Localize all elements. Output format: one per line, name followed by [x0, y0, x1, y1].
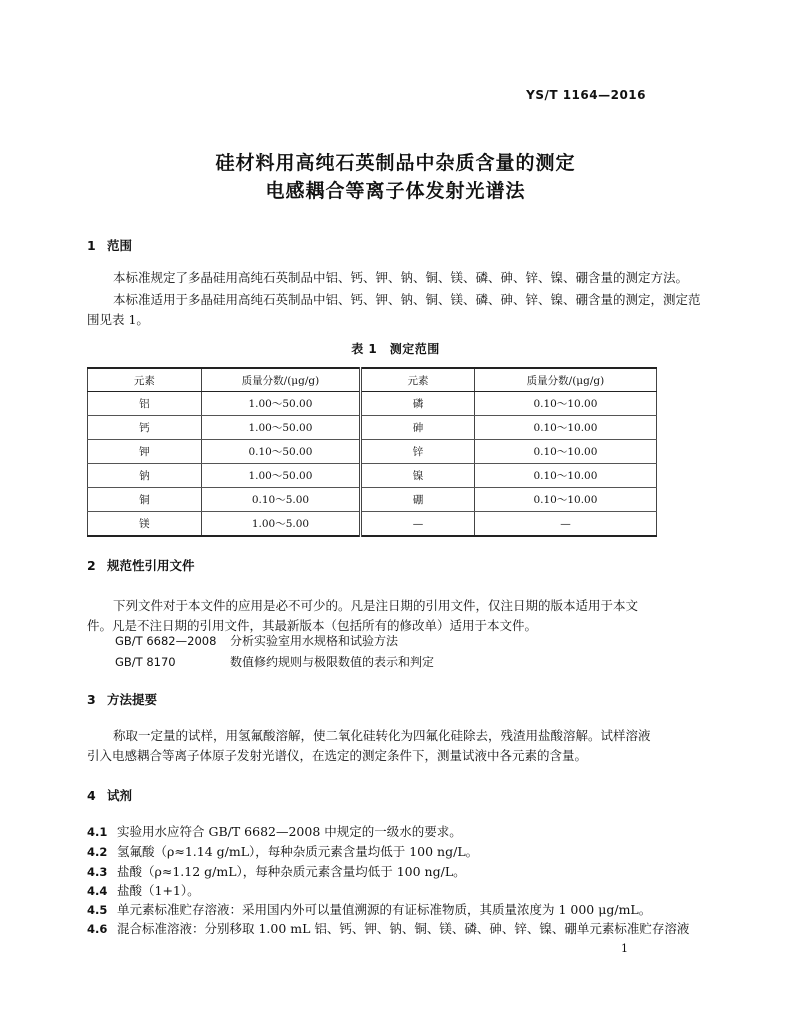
- reagent-item: [87, 900, 651, 918]
- header-mass-fraction: 质量分数/(μg/g): [201, 368, 360, 392]
- item-number: 4.5: [87, 903, 108, 917]
- table-cell: 0.10～10.00: [474, 416, 656, 440]
- item-text: 氢氟酸（ρ≈1.14 g/mL），每种杂质元素含量均低于 100 ng/L。: [117, 844, 479, 859]
- table-row: [88, 488, 657, 512]
- table-1-caption: 表 1 测定范围: [351, 342, 440, 356]
- section-number: 1: [87, 238, 96, 253]
- table-cell: —: [361, 512, 475, 537]
- section-title: 方法提要: [107, 692, 158, 707]
- reagent-item: [87, 862, 466, 880]
- measurement-range-table: [87, 367, 657, 537]
- reference-code: GB/T 8170: [115, 655, 176, 669]
- table-cell: 磷: [361, 392, 475, 416]
- section-1-paragraph-1: [87, 268, 689, 288]
- item-text: 混合标准溶液：分别移取 1.00 mL 铝、钙、钾、钠、铜、镁、磷、砷、锌、镍、硼单元素标准贮存溶液: [117, 921, 690, 936]
- table-cell: 镁: [88, 512, 202, 537]
- table-row: [88, 392, 657, 416]
- table-cell: 0.10～5.00: [201, 488, 360, 512]
- section-number: 2: [87, 558, 96, 573]
- table-cell: 铝: [88, 392, 202, 416]
- item-number: 4.3: [87, 865, 108, 879]
- paragraph-line: 本标准规定了多晶硅用高纯石英制品中铝、钙、钾、钠、铜、镁、磷、砷、锌、镍、硼含量的测定方法。: [113, 270, 689, 285]
- table-cell: —: [474, 512, 656, 537]
- reagent-item: [87, 881, 200, 899]
- item-text: 单元素标准贮存溶液：采用国内外可以量值溯源的有证标准物质，其质量浓度为 1 000 μg/mL。: [117, 902, 652, 917]
- section-4-heading: [87, 786, 132, 804]
- table-cell: 1.00～50.00: [201, 416, 360, 440]
- section-number: 4: [87, 788, 96, 803]
- item-text: 盐酸（ρ≈1.12 g/mL），每种杂质元素含量均低于 100 ng/L。: [117, 864, 466, 879]
- section-1-heading: [87, 236, 132, 254]
- section-2-heading: [87, 556, 195, 574]
- table-cell: 钠: [88, 464, 202, 488]
- reference-title: 分析实验室用水规格和试验方法: [230, 634, 399, 648]
- header-element: 元素: [88, 368, 202, 392]
- table-header-row: [88, 368, 657, 392]
- document-title-line2: 电感耦合等离子体发射光谱法: [265, 180, 526, 202]
- table-cell: 钾: [88, 440, 202, 464]
- table-cell: 0.10～10.00: [474, 488, 656, 512]
- item-number: 4.4: [87, 884, 108, 898]
- paragraph-line: 本标准适用于多晶硅用高纯石英制品中铝、钙、钾、钠、铜、镁、磷、砷、锌、镍、硼含量的测定，测定范: [113, 292, 701, 307]
- table-cell: 0.10～10.00: [474, 392, 656, 416]
- table-cell: 1.00～50.00: [201, 464, 360, 488]
- normative-reference: [115, 653, 434, 670]
- table-cell: 钙: [88, 416, 202, 440]
- table-cell: 1.00～50.00: [201, 392, 360, 416]
- page-number: 1: [621, 942, 628, 955]
- table-row: [88, 440, 657, 464]
- table-cell: 锌: [361, 440, 475, 464]
- table-cell: 镍: [361, 464, 475, 488]
- standard-number: YS/T 1164—2016: [526, 88, 646, 102]
- table-cell: 0.10～10.00: [474, 440, 656, 464]
- header-element: 元素: [361, 368, 475, 392]
- paragraph-line: 件。凡是不注日期的引用文件，其最新版本（包括所有的修改单）适用于本文件。: [87, 618, 538, 633]
- header-mass-fraction: 质量分数/(μg/g): [474, 368, 656, 392]
- reagent-item: [87, 919, 689, 937]
- item-number: 4.2: [87, 845, 108, 859]
- section-number: 3: [87, 692, 96, 707]
- section-1-paragraph-2: [87, 290, 701, 330]
- document-title-line1: 硅材料用高纯石英制品中杂质含量的测定: [215, 152, 576, 174]
- section-title: 范围: [107, 238, 133, 253]
- section-3-paragraph: [87, 726, 657, 766]
- item-number: 4.1: [87, 825, 108, 839]
- item-number: 4.6: [87, 922, 108, 936]
- section-3-heading: [87, 690, 157, 708]
- table-row: [88, 464, 657, 488]
- section-title: 规范性引用文件: [107, 558, 195, 573]
- section-title: 试剂: [107, 788, 133, 803]
- table-row: [88, 512, 657, 537]
- table-cell: 1.00～5.00: [201, 512, 360, 537]
- reference-title: 数值修约规则与极限数值的表示和判定: [230, 655, 435, 669]
- item-text: 盐酸（1+1）。: [117, 883, 200, 898]
- paragraph-line: 围见表 1。: [87, 312, 149, 327]
- table-cell: 0.10～10.00: [474, 464, 656, 488]
- item-text: 实验用水应符合 GB/T 6682—2008 中规定的一级水的要求。: [117, 824, 462, 839]
- paragraph-line: 称取一定量的试样，用氢氟酸溶解，使二氧化硅转化为四氟化硅除去，残渣用盐酸溶解。试样溶液: [113, 728, 651, 743]
- table-cell: 0.10～50.00: [201, 440, 360, 464]
- paragraph-line: 下列文件对于本文件的应用是必不可少的。凡是注日期的引用文件，仅注日期的版本适用于本文: [113, 598, 639, 613]
- table-cell: 硼: [361, 488, 475, 512]
- normative-reference: [115, 632, 398, 649]
- table-cell: 铜: [88, 488, 202, 512]
- section-2-paragraph: [87, 596, 657, 636]
- table-cell: 砷: [361, 416, 475, 440]
- reagent-item: [87, 822, 462, 840]
- reference-code: GB/T 6682—2008: [115, 634, 217, 648]
- paragraph-line: 引入电感耦合等离子体原子发射光谱仪，在选定的测定条件下，测量试液中各元素的含量。: [87, 748, 588, 763]
- reagent-item: [87, 842, 478, 860]
- table-row: [88, 416, 657, 440]
